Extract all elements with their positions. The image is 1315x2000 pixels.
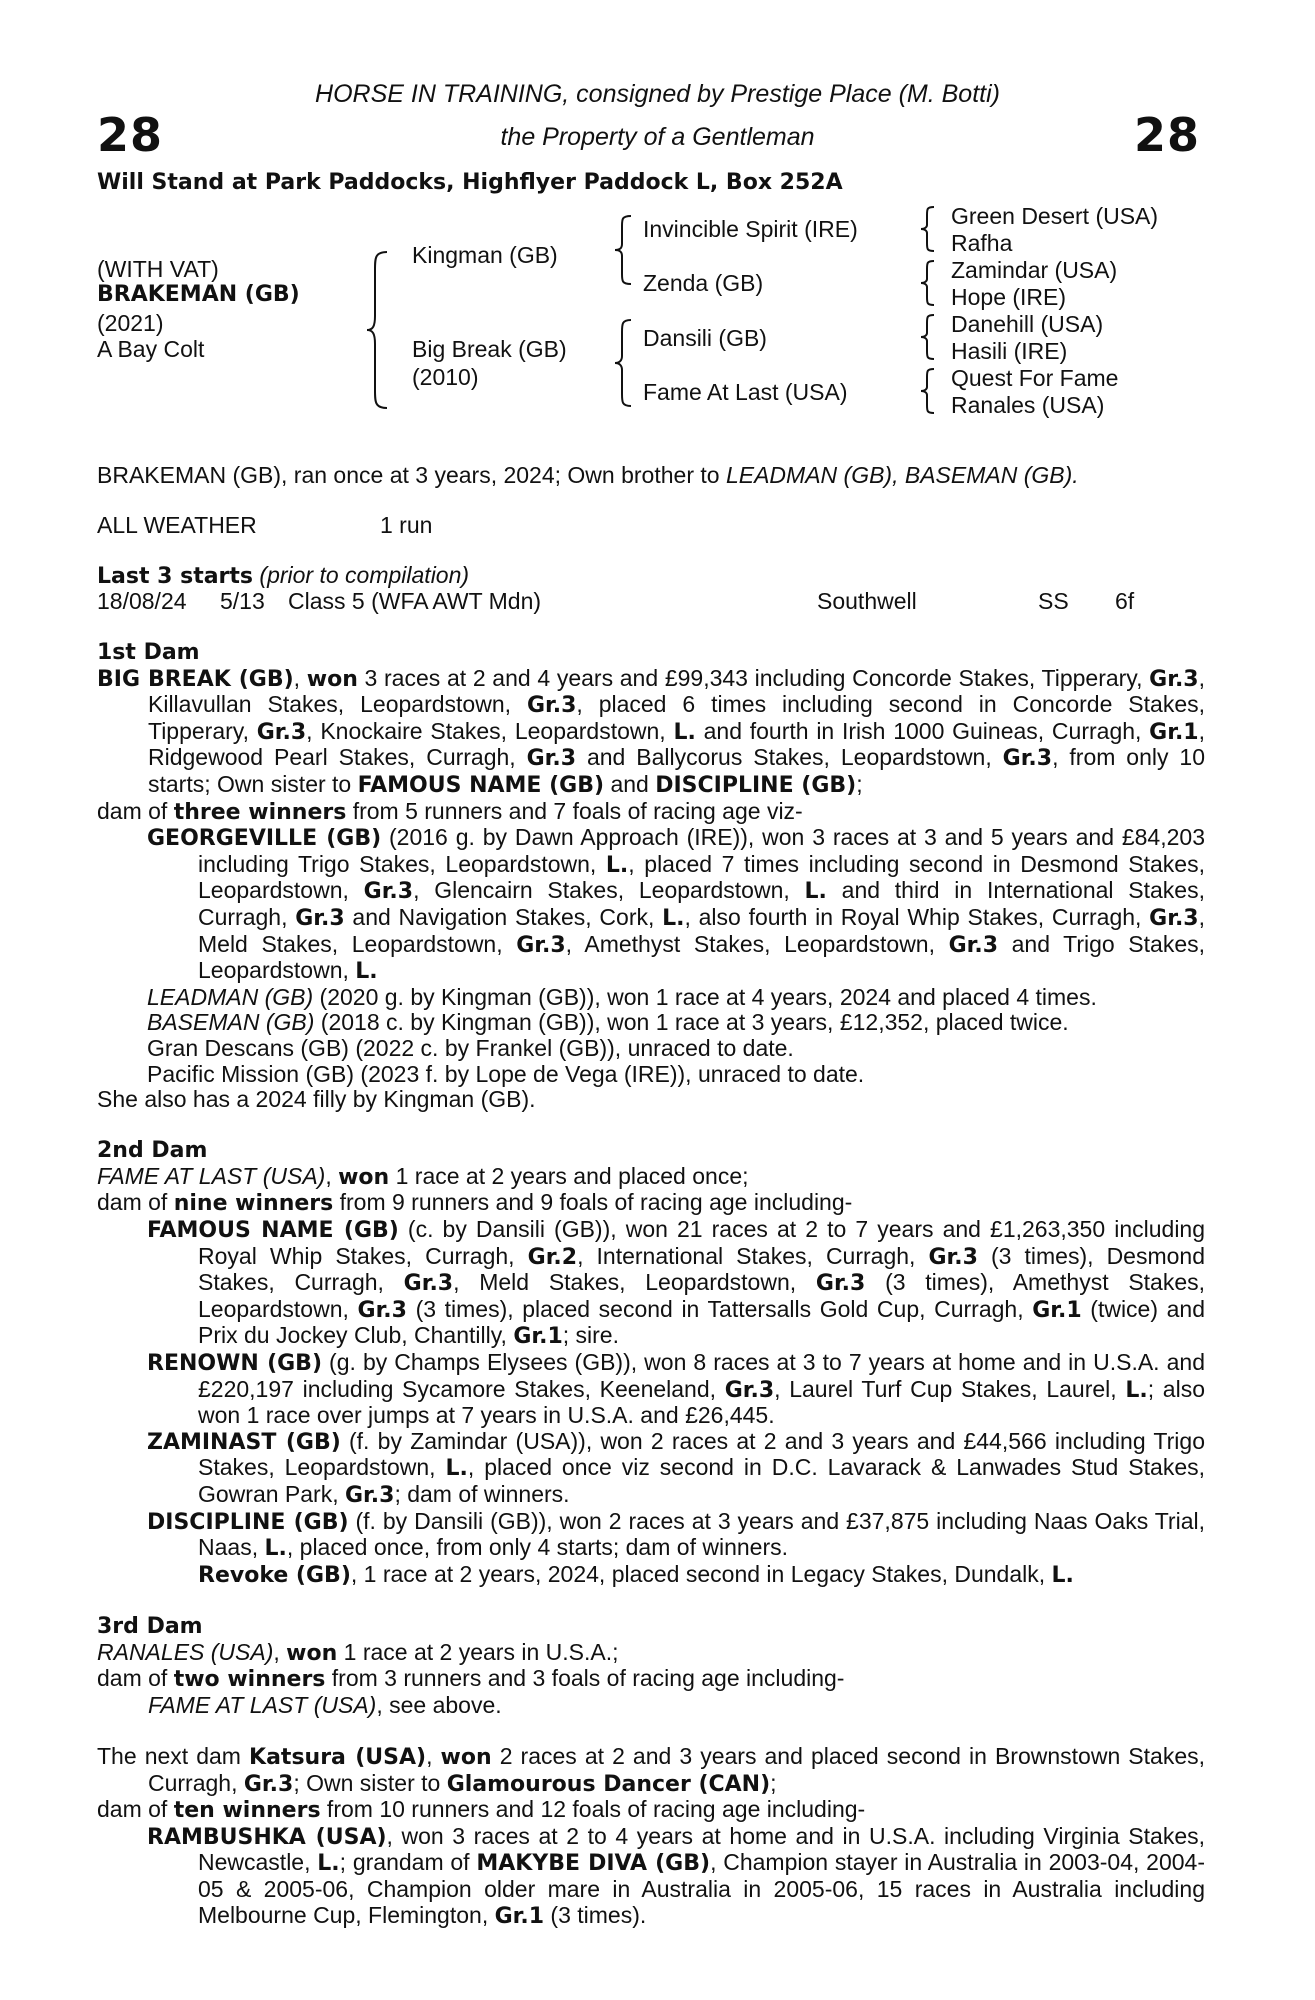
- property-line: the Property of a Gentleman: [500, 123, 815, 151]
- first-dam-produce: dam of three winners from 5 runners and 7 foals of racing age viz-: [97, 797, 803, 825]
- next-dam-produce: dam of ten winners from 10 runners and 12 foals of racing age including-: [97, 1796, 866, 1824]
- horse-year: (2021): [97, 310, 164, 336]
- dam-sire-name: Dansili (GB): [643, 325, 767, 351]
- g-ancestor-8: Ranales (USA): [951, 392, 1105, 418]
- progeny-leadman: LEADMAN (GB) (2020 g. by Kingman (GB)), won 1 race at 4 years, 2024 and placed 4 times.: [147, 983, 1097, 1010]
- start-going: SS: [1038, 588, 1069, 614]
- last-starts-heading: Last 3 starts (prior to compilation): [97, 562, 470, 589]
- consignor-line: HORSE IN TRAINING, consigned by Prestige Place (M. Botti): [315, 80, 1000, 108]
- siblings-list: LEADMAN (GB), BASEMAN (GB).: [725, 462, 1079, 488]
- second-dam-produce: dam of nine winners from 9 runners and 9 foals of racing age including-: [97, 1189, 853, 1217]
- next-dam-record: The next dam Katsura (USA), won 2 races at 2 and 3 years and placed second in Brownstown Stakes, Curragh, Gr.3; Own sister to Glamourous Dancer (CAN);: [97, 1742, 1206, 1797]
- progeny-rambushka: RAMBUSHKA (USA), won 3 races at 2 to 4 years at home and in U.S.A. including Virginia Stakes, Newcastle, L.; grandam of MAKYBE DIVA (GB), Champion stayer in Australia in 2003-04, 2004-05 & 2005-06, Champion older mare in Australia in 2005-06, 15 races in Australia including Melbourne Cup, Flemington, Gr.1 (3 times).: [147, 1822, 1206, 1929]
- third-dam-record: RANALES (USA), won 1 race at 2 years in U.S.A.;: [97, 1638, 619, 1666]
- progeny-famous-name: FAMOUS NAME (GB) (c. by Dansili (GB)), won 21 races at 2 to 7 years and £1,263,350 including Royal Whip Stakes, Curragh, Gr.2, International Stakes, Curragh, Gr.3 (3 times), Desmond Stakes, Curragh, Gr.3, Meld Stakes, Leopardstown, Gr.3 (3 times), Amethyst Stakes, Leopardstown, Gr.3 (3 times), placed second in Tattersalls Gold Cup, Curragh, Gr.1 (twice) and Prix du Jockey Club, Chantilly, Gr.1; sire.: [147, 1216, 1206, 1350]
- dam-year: (2010): [412, 364, 479, 390]
- g-ancestor-7: Quest For Fame: [951, 365, 1119, 391]
- pedigree-brace-sire: [613, 214, 637, 286]
- progeny-discipline: DISCIPLINE (GB) (f. by Dansili (GB)), won 2 races at 3 years and £37,875 including Naas Oaks Trial, Naas, L., placed once, from only 4 starts; dam of winners.: [147, 1507, 1205, 1562]
- all-weather-runs: 1 run: [380, 512, 433, 538]
- sire-sire-name: Invincible Spirit (IRE): [643, 216, 858, 242]
- g-ancestor-2: Rafha: [951, 230, 1013, 256]
- start-distance: 6f: [1115, 588, 1135, 614]
- horse-description: A Bay Colt: [97, 336, 205, 362]
- grandprogeny-revoke: Revoke (GB), 1 race at 2 years, 2024, placed second in Legacy Stakes, Dundalk, L.: [198, 1560, 1074, 1588]
- all-weather-label: ALL WEATHER: [97, 512, 257, 538]
- lot-number-right: 28: [1133, 108, 1200, 162]
- second-dam-record: FAME AT LAST (USA), won 1 race at 2 years and placed once;: [97, 1162, 749, 1190]
- race-summary: BRAKEMAN (GB), ran once at 3 years, 2024; Own brother to LEADMAN (GB), BASEMAN (GB).: [97, 462, 1079, 488]
- progeny-pacific-mission: Pacific Mission (GB) (2023 f. by Lope de Vega (IRE)), unraced to date.: [147, 1060, 865, 1087]
- g-ancestor-1: Green Desert (USA): [951, 203, 1159, 229]
- third-dam-heading: 3rd Dam: [97, 1613, 203, 1639]
- g-ancestor-4: Hope (IRE): [951, 284, 1067, 310]
- progeny-baseman: BASEMAN (GB) (2018 c. by Kingman (GB)), won 1 race at 3 years, £12,352, placed twice.: [147, 1009, 1069, 1036]
- g-ancestor-6: Hasili (IRE): [951, 338, 1068, 364]
- first-dam-record: BIG BREAK (GB), won 3 races at 2 and 4 years and £99,343 including Concorde Stakes, Tipperary, Gr.3, Killavullan Stakes, Leopardstown, Gr.3, placed 6 times including second in Concorde Stakes, Tipperary, Gr.3, Knockaire Stakes, Leopardstown, L. and fourth in Irish 1000 Guineas, Curragh, Gr.1, Ridgewood Pearl Stakes, Curragh, Gr.3 and Ballycorus Stakes, Leopardstown, Gr.3, from only 10 starts; Own sister to FAMOUS NAME (GB) and DISCIPLINE (GB);: [97, 664, 1205, 798]
- pedigree-brace-g4: [919, 367, 939, 415]
- start-course: Southwell: [817, 588, 917, 614]
- pedigree-brace-dam: [613, 318, 637, 408]
- start-position: 5/13: [220, 588, 265, 614]
- vat-note: (WITH VAT): [97, 256, 219, 282]
- pedigree-brace-main: [365, 250, 395, 410]
- sire-name: Kingman (GB): [412, 242, 558, 268]
- progeny-fame-at-last: FAME AT LAST (USA), see above.: [148, 1691, 502, 1718]
- pedigree-brace-g3: [919, 313, 939, 361]
- third-dam-produce: dam of two winners from 3 runners and 3 foals of racing age including-: [97, 1665, 845, 1693]
- progeny-gran-descans: Gran Descans (GB) (2022 c. by Frankel (GB)), unraced to date.: [147, 1034, 794, 1061]
- dam-name: Big Break (GB): [412, 336, 567, 362]
- pedigree-brace-g2: [919, 259, 939, 307]
- second-dam-heading: 2nd Dam: [97, 1138, 208, 1164]
- lot-number-left: 28: [97, 108, 164, 162]
- family-notes: [97, 640, 1205, 1929]
- g-ancestor-3: Zamindar (USA): [951, 257, 1118, 283]
- horse-name: BRAKEMAN (GB): [97, 282, 300, 307]
- pedigree-brace-g1: [919, 205, 939, 253]
- start-race: Class 5 (WFA AWT Mdn): [288, 588, 542, 614]
- sire-dam-name: Zenda (GB): [643, 270, 764, 296]
- progeny-georgeville: GEORGEVILLE (GB) (2016 g. by Dawn Approach (IRE)), won 3 races at 3 and 5 years and £84,203 including Trigo Stakes, Leopardstown, L., placed 7 times including second in Desmond Stakes, Leopardstown, Gr.3, Glencairn Stakes, Leopardstown, L. and third in International Stakes, Curragh, Gr.3 and Navigation Stakes, Cork, L., also fourth in Royal Whip Stakes, Curragh, Gr.3, Meld Stakes, Leopardstown, Gr.3, Amethyst Stakes, Leopardstown, Gr.3 and Trigo Stakes, Leopardstown, L.: [147, 824, 1206, 985]
- first-dam-also: She also has a 2024 filly by Kingman (GB).: [97, 1086, 536, 1113]
- progeny-renown: RENOWN (GB) (g. by Champs Elysees (GB)), won 8 races at 3 to 7 years at home and in U.S.A. and £220,197 including Sycamore Stakes, Keeneland, Gr.3, Laurel Turf Cup Stakes, Laurel, L.; also won 1 race over jumps at 7 years in U.S.A. and £26,445.: [147, 1349, 1205, 1429]
- g-ancestor-5: Danehill (USA): [951, 311, 1104, 337]
- stand-location: Will Stand at Park Paddocks, Highflyer Paddock L, Box 252A: [97, 170, 843, 195]
- first-dam-heading: 1st Dam: [97, 640, 200, 665]
- start-date: 18/08/24: [97, 588, 187, 614]
- dam-dam-name: Fame At Last (USA): [643, 379, 848, 405]
- progeny-zaminast: ZAMINAST (GB) (f. by Zamindar (USA)), won 2 races at 2 and 3 years and £44,566 including Trigo Stakes, Leopardstown, L., placed once viz second in D.C. Lavarack & Lanwades Stud Stakes, Gowran Park, Gr.3; dam of winners.: [147, 1427, 1205, 1508]
